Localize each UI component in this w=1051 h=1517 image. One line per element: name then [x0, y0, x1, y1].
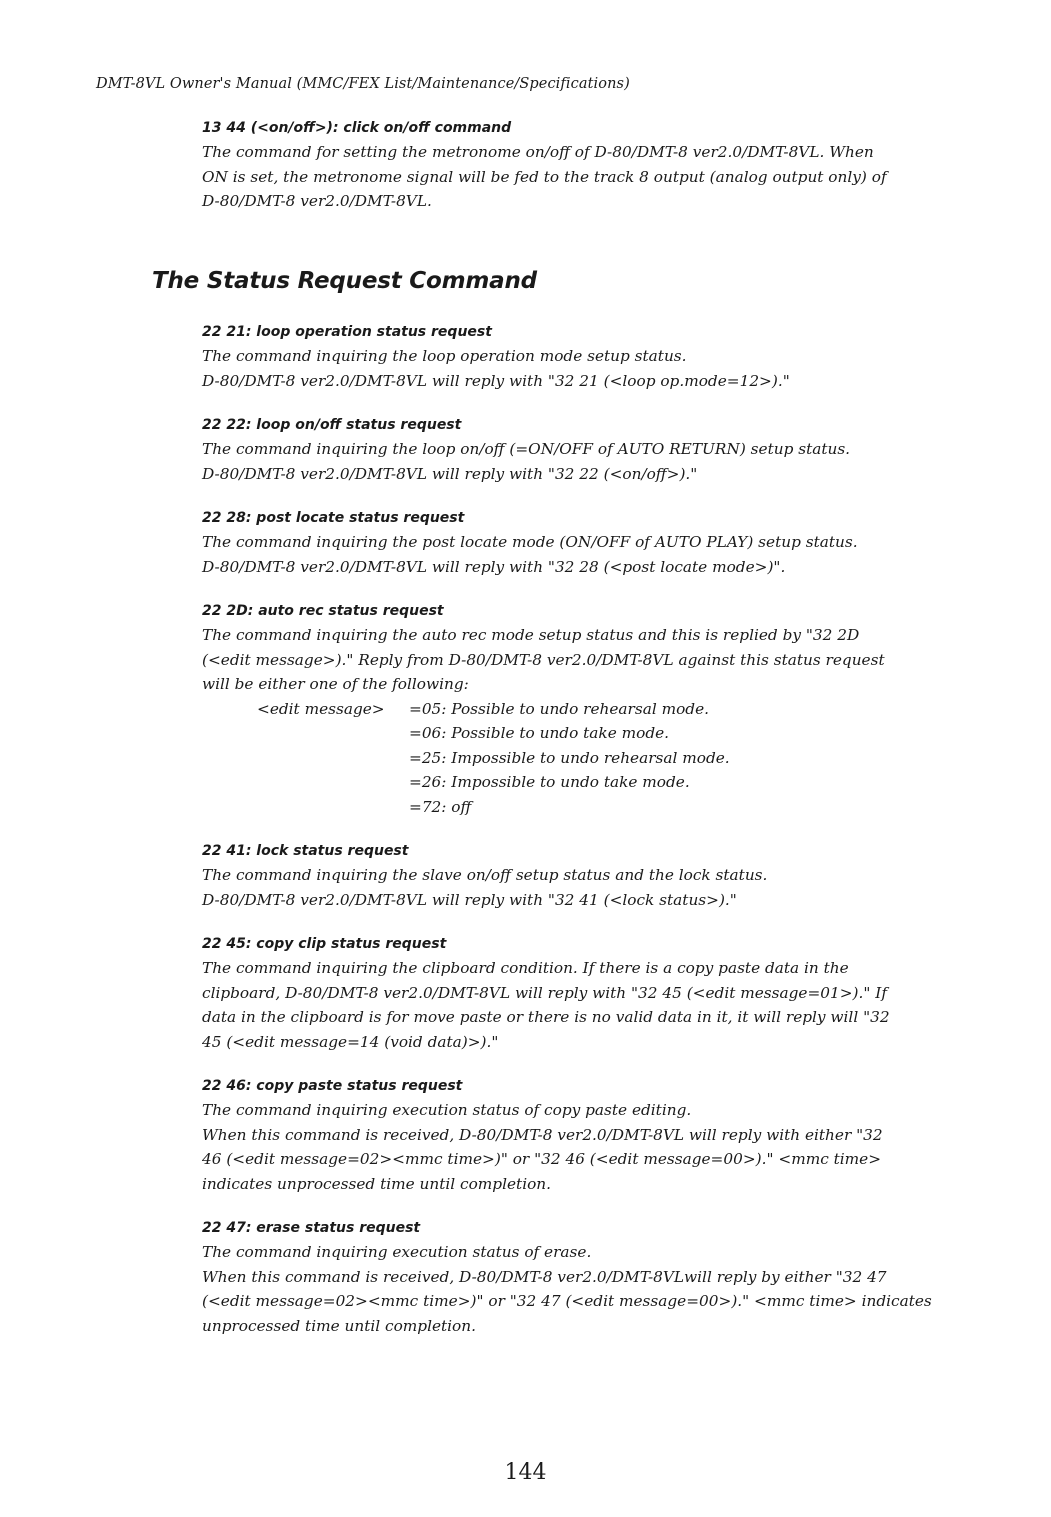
status-request-entries [202, 322, 962, 1360]
body-line: The command inquiring the slave on/off setup status and the lock status. [202, 866, 768, 884]
body-line: unprocessed time until completion. [202, 1316, 476, 1335]
body-line: ON is set, the metronome signal will be fed to the track 8 output (analog output only) of [202, 167, 887, 186]
entry-body [202, 344, 962, 393]
entry-heading: 22 22: loop on/off status request [202, 417, 462, 433]
body-line: The command for setting the metronome on/off of D-80/DMT-8 ver2.0/DMT-8VL. When [202, 143, 874, 161]
entry-body [202, 1240, 962, 1338]
body-line: D-80/DMT-8 ver2.0/DMT-8VL will reply with "32 22 (<on/off>)." [202, 464, 698, 483]
body-line: The command inquiring execution status of erase. [202, 1243, 592, 1261]
body-line: The command inquiring the post locate mode (ON/OFF of AUTO PLAY) setup status. [202, 533, 858, 551]
edit-message-value: =05: Possible to undo rehearsal mode. [409, 699, 710, 718]
edit-message-label: <edit message> [257, 699, 385, 718]
entry-copy-clip [202, 934, 962, 1054]
edit-message-value: =72: off [409, 797, 472, 816]
entry-heading: 22 2D: auto rec status request [202, 603, 444, 619]
body-line: 45 (<edit message=14 (void data)>)." [202, 1032, 499, 1051]
body-line: data in the clipboard is for move paste or there is no valid data in it, it will reply will "32 [202, 1008, 890, 1026]
entry-auto-rec [202, 601, 962, 819]
edit-message-value: =26: Impossible to undo take mode. [409, 773, 690, 791]
body-line: (<edit message>)." Reply from D-80/DMT-8 ver2.0/DMT-8VL against this status request [202, 650, 885, 669]
running-header: DMT-8VL Owner's Manual (MMC/FEX List/Maintenance/Specifications) [96, 76, 630, 92]
entry-post-locate [202, 508, 962, 579]
body-line: D-80/DMT-8 ver2.0/DMT-8VL will reply with "32 41 (<lock status>)." [202, 890, 737, 909]
edit-message-value: =06: Possible to undo take mode. [409, 724, 670, 742]
entry-heading: 13 44 (<on/off>): click on/off command [202, 120, 512, 136]
page-number: 144 [504, 1460, 547, 1485]
entry-heading: 22 47: erase status request [202, 1220, 421, 1236]
body-line: D-80/DMT-8 ver2.0/DMT-8VL will reply with "32 28 (<post locate mode>)". [202, 557, 786, 576]
entry-heading: 22 28: post locate status request [202, 510, 465, 526]
body-line: clipboard, D-80/DMT-8 ver2.0/DMT-8VL will reply with "32 45 (<edit message=01>)." If [202, 983, 887, 1002]
entry-body [202, 956, 962, 1054]
body-line: The command inquiring the auto rec mode setup status and this is replied by "32 2D [202, 626, 860, 644]
entry-body [202, 863, 962, 912]
section-title: The Status Request Command [152, 268, 537, 294]
entry-body [202, 530, 962, 579]
entry-heading: 22 21: loop operation status request [202, 324, 492, 340]
edit-message-value: =25: Impossible to undo rehearsal mode. [409, 748, 730, 767]
entry-heading: 22 41: lock status request [202, 843, 409, 859]
entry-body [202, 140, 962, 214]
entry-erase-status [202, 1218, 962, 1338]
body-line: The command inquiring execution status of copy paste editing. [202, 1101, 692, 1119]
entry-body [202, 1098, 962, 1196]
entry-heading: 22 45: copy clip status request [202, 936, 447, 952]
body-line: will be either one of the following: [202, 675, 469, 693]
body-line: When this command is received, D-80/DMT-8 ver2.0/DMT-8VL will reply with either "32 [202, 1125, 883, 1144]
edit-message-list [257, 697, 962, 820]
body-line: (<edit message=02><mmc time>)" or "32 47 (<edit message=00>)." <mmc time> indicates [202, 1292, 932, 1310]
entry-heading: 22 46: copy paste status request [202, 1078, 463, 1094]
entry-loop-operation [202, 322, 962, 393]
entry-copy-paste [202, 1076, 962, 1196]
body-line: The command inquiring the loop operation mode setup status. [202, 347, 687, 365]
entry-body [202, 623, 962, 697]
entry-body [202, 437, 962, 486]
body-line: D-80/DMT-8 ver2.0/DMT-8VL will reply with "32 21 (<loop op.mode=12>)." [202, 371, 790, 390]
body-line: indicates unprocessed time until completion. [202, 1174, 552, 1193]
entry-loop-onoff [202, 415, 962, 486]
body-line: The command inquiring the clipboard condition. If there is a copy paste data in the [202, 959, 849, 977]
body-line: 46 (<edit message=02><mmc time>)" or "32 46 (<edit message=00>)." <mmc time> [202, 1150, 882, 1168]
entry-lock-status [202, 841, 962, 912]
click-command-entry [202, 118, 962, 214]
body-line: When this command is received, D-80/DMT-8 ver2.0/DMT-8VLwill reply by either "32 47 [202, 1267, 887, 1286]
body-line: D-80/DMT-8 ver2.0/DMT-8VL. [202, 192, 432, 210]
body-line: The command inquiring the loop on/off (=ON/OFF of AUTO RETURN) setup status. [202, 440, 851, 458]
